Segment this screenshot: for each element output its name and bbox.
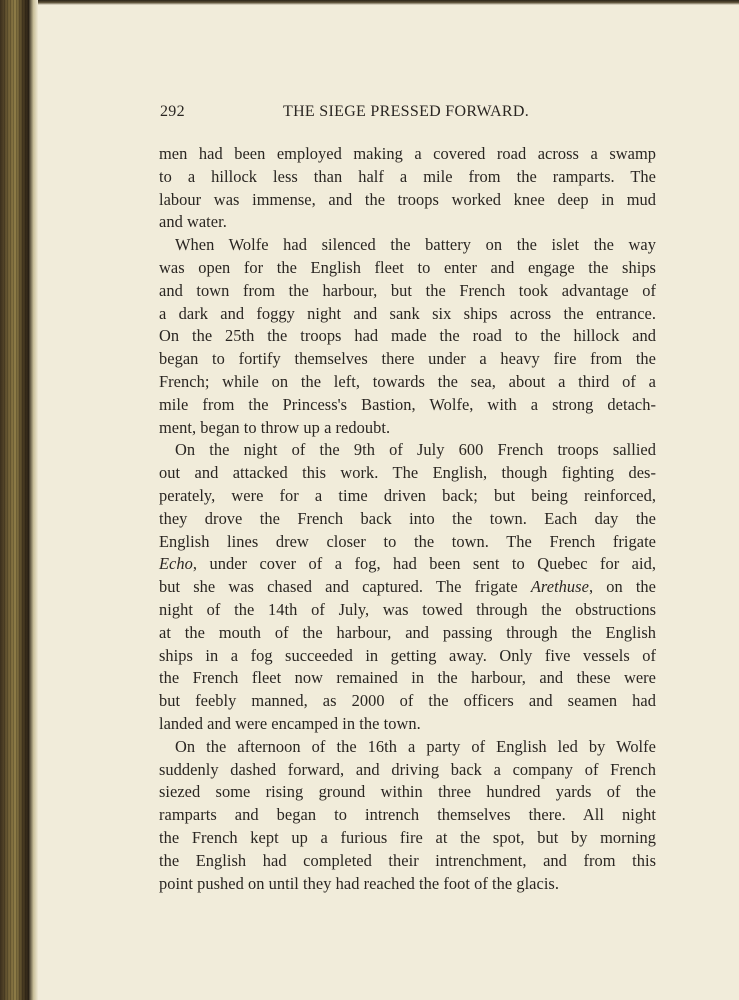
text-line	[159, 576, 656, 599]
text-line	[159, 166, 656, 189]
text-segment: labour was immense, and the troops worked knee deep in mud	[159, 189, 656, 209]
text-line	[159, 257, 656, 280]
text-segment: On the night of the 9th of July 600 French troops sallied	[175, 440, 656, 460]
text-line	[159, 189, 656, 212]
text-segment: , on the	[588, 577, 656, 597]
text-segment: and town from the harbour, but the French took advantage of	[159, 280, 656, 300]
text-segment: at the mouth of the harbour, and passing through the English	[159, 622, 656, 642]
text-segment: ships in a fog succeeded in getting away. Only five vessels of	[159, 645, 656, 665]
text-segment: began to fortify themselves there under a heavy fire from the	[159, 349, 656, 369]
text-line	[159, 781, 656, 804]
text-line	[159, 827, 656, 850]
text-segment: but feebly manned, as 2000 of the officers and seamen had	[159, 691, 656, 711]
running-head: THE SIEGE PRESSED FORWARD.	[283, 103, 530, 120]
spine-texture	[4, 0, 30, 1000]
text-line	[159, 394, 656, 417]
text-segment: French; while on the left, towards the sea, about a third of a	[159, 371, 656, 391]
text-line	[159, 667, 656, 690]
text-segment: the French fleet now remained in the harbour, and these were	[159, 668, 656, 688]
text-segment: , under cover of a fog, had been sent to Quebec for aid,	[192, 554, 656, 574]
text-segment: out and attacked this work. The English, though fighting des-	[159, 463, 656, 483]
text-segment: night of the 14th of July, was towed through the obstructions	[159, 599, 656, 619]
text-line	[159, 804, 656, 827]
text-line	[159, 280, 656, 303]
text-line	[159, 143, 656, 166]
text-segment: English lines drew closer to the town. The French frigate	[159, 531, 656, 551]
text-segment: On the 25th the troops had made the road to the hillock and	[159, 326, 656, 346]
page-number: 292	[160, 103, 185, 120]
text-line	[159, 553, 656, 576]
text-line	[159, 645, 656, 668]
text-line	[159, 325, 656, 348]
italic-ship-name: Arethuse	[530, 577, 589, 597]
text-line	[159, 211, 656, 234]
text-line	[159, 713, 656, 736]
text-segment: to a hillock less than half a mile from the ramparts. The	[159, 166, 656, 186]
text-segment: men had been employed making a covered road across a swamp	[159, 144, 656, 163]
text-line	[159, 599, 656, 622]
text-segment: On the afternoon of the 16th a party of English led by Wolfe	[175, 736, 656, 756]
book-spine-gutter	[0, 0, 38, 1000]
body-text	[159, 143, 656, 895]
text-segment: mile from the Princess's Bastion, Wolfe, with a strong detach-	[159, 394, 656, 414]
text-line	[159, 736, 656, 759]
book-page	[38, 5, 739, 1000]
text-segment: point pushed on until they had reached the foot of the glacis.	[159, 873, 560, 893]
text-line	[159, 485, 656, 508]
text-segment: siezed some rising ground within three hundred yards of the	[159, 782, 656, 802]
text-segment: and water.	[159, 212, 227, 232]
text-line	[159, 850, 656, 873]
text-segment: landed and were encamped in the town.	[159, 713, 421, 733]
text-line	[159, 690, 656, 713]
text-line	[159, 348, 656, 371]
text-line	[159, 417, 656, 440]
text-segment: the English had completed their intrenchment, and from this	[159, 850, 656, 870]
text-line	[159, 303, 656, 326]
text-line	[159, 234, 656, 257]
text-line	[159, 531, 656, 554]
text-line	[159, 622, 656, 645]
text-segment: suddenly dashed forward, and driving back a company of French	[159, 759, 656, 779]
text-segment: perately, were for a time driven back; but being reinforced,	[159, 485, 656, 505]
text-segment: the French kept up a furious fire at the spot, but by morning	[159, 827, 656, 847]
text-segment: a dark and foggy night and sank six ships across the entrance.	[159, 303, 656, 323]
italic-ship-name: Echo	[159, 554, 193, 574]
text-line	[159, 759, 656, 782]
text-line	[159, 873, 656, 896]
text-segment: but she was chased and captured. The frigate	[159, 577, 531, 597]
text-segment: When Wolfe had silenced the battery on the islet the way	[175, 235, 656, 255]
text-line	[159, 508, 656, 531]
text-line	[159, 371, 656, 394]
text-line	[159, 439, 656, 462]
text-segment: they drove the French back into the town. Each day the	[159, 508, 656, 528]
text-segment: ment, began to throw up a redoubt.	[159, 417, 391, 437]
text-segment: was open for the English fleet to enter and engage the ships	[159, 257, 656, 277]
text-segment: ramparts and began to intrench themselves there. All night	[159, 805, 656, 825]
text-line	[159, 462, 656, 485]
